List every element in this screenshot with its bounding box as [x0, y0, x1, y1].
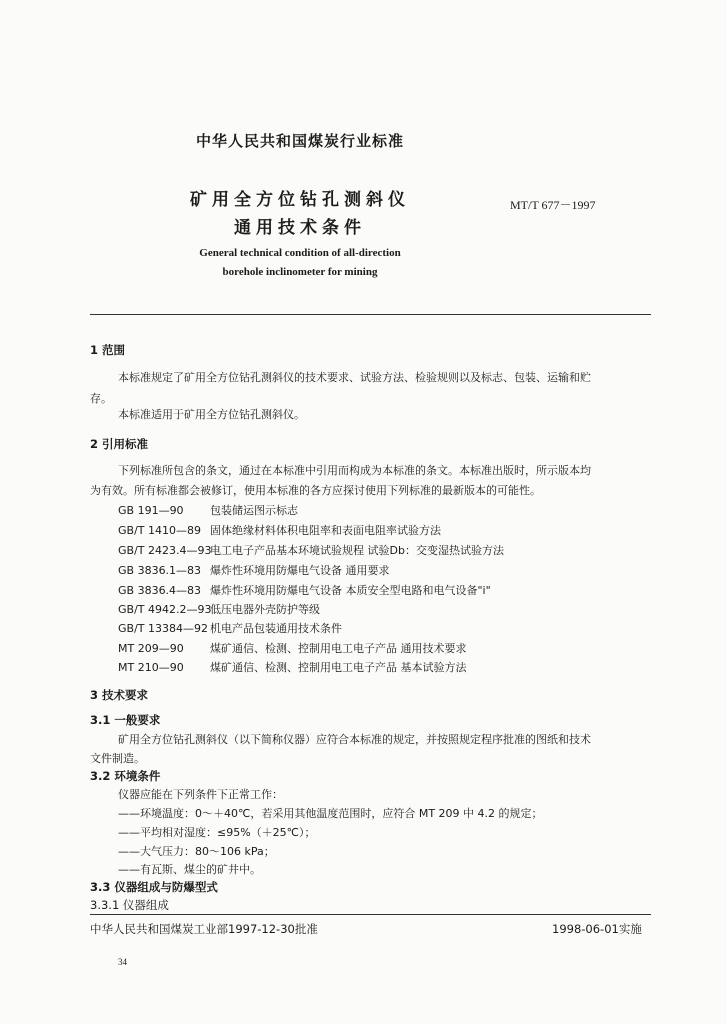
document-title-line2: 通用技术条件	[234, 218, 366, 238]
header-divider	[90, 314, 651, 315]
reference-item	[118, 502, 298, 518]
reference-item	[118, 522, 441, 538]
reference-title: 煤矿通信、检测、控制用电工电子产品 基本试验方法	[210, 661, 467, 674]
section-2-heading: 2 引用标准	[90, 437, 149, 451]
section-1-para1-line1: 本标准规定了矿用全方位钻孔测斜仪的技术要求、试验方法、检验规则以及标志、包装、运输和贮	[118, 371, 591, 384]
section-1-heading: 1 范围	[90, 343, 126, 357]
reference-code: GB/T 13384—92	[118, 622, 208, 635]
reference-title: 电工电子产品基本环境试验规程 试验Db：交变湿热试验方法	[210, 544, 504, 557]
environment-condition-item: ——大气压力：80～106 kPa；	[118, 845, 275, 858]
document-title-line1: 矿用全方位钻孔测斜仪	[190, 190, 410, 210]
reference-item	[118, 640, 467, 656]
footer-divider	[90, 914, 651, 915]
standard-code: MT/T 677－1997	[510, 198, 596, 212]
environment-condition-item: ——环境温度：0～＋40℃，若采用其他温度范围时，应符合 MT 209 中 4.2 的规定；	[118, 807, 543, 820]
reference-title: 煤矿通信、检测、控制用电工电子产品 通用技术要求	[210, 642, 467, 655]
reference-code: GB/T 2423.4—93	[118, 544, 212, 557]
reference-code: GB 3836.4—83	[118, 584, 202, 597]
section-2-intro-line1: 下列标准所包含的条文，通过在本标准中引用而构成为本标准的条文。本标准出版时，所示版本均	[118, 464, 591, 477]
section-1-para1-line2: 存。	[90, 392, 112, 405]
standard-body-title: 中华人民共和国煤炭行业标准	[195, 132, 404, 150]
english-title-line2: borehole inclinometer for mining	[222, 266, 378, 278]
section-3-1-heading: 3.1 一般要求	[90, 713, 161, 727]
reference-item	[118, 601, 320, 617]
reference-item	[118, 620, 342, 636]
page-number: 34	[118, 957, 127, 967]
reference-code: GB/T 1410—89	[118, 524, 201, 537]
section-3-3-1-heading: 3.3.1 仪器组成	[90, 898, 169, 912]
reference-code: GB 3836.1—83	[118, 564, 202, 577]
reference-item	[118, 659, 467, 675]
section-3-heading: 3 技术要求	[90, 688, 149, 702]
reference-code: MT 210—90	[118, 661, 184, 674]
reference-item	[118, 562, 390, 578]
environment-condition-item: ——有瓦斯、煤尘的矿井中。	[118, 863, 261, 876]
effective-date: 1998-06-01实施	[552, 922, 642, 936]
section-2-intro-line2: 为有效。所有标准都会被修订，使用本标准的各方应探讨使用下列标准的最新版本的可能性。	[90, 484, 541, 497]
reference-code: GB/T 4942.2—93	[118, 603, 212, 616]
environment-condition-item: ——平均相对湿度：≤95%（＋25℃）；	[118, 826, 316, 839]
reference-title: 爆炸性环境用防爆电气设备 本质安全型电路和电气设备"i"	[210, 584, 491, 597]
reference-title: 机电产品包装通用技术条件	[210, 622, 342, 635]
reference-item	[118, 582, 491, 598]
approval-statement: 中华人民共和国煤炭工业部1997-12-30批准	[90, 922, 318, 936]
english-title-line1: General technical condition of all-direction	[199, 247, 401, 259]
section-3-2-heading: 3.2 环境条件	[90, 769, 161, 783]
reference-code: GB 191—90	[118, 504, 184, 517]
section-1-para2: 本标准适用于矿用全方位钻孔测斜仪。	[118, 408, 305, 421]
reference-title: 爆炸性环境用防爆电气设备 通用要求	[210, 564, 390, 577]
reference-code: MT 209—90	[118, 642, 184, 655]
reference-title: 固体绝缘材料体积电阻率和表面电阻率试验方法	[210, 524, 441, 537]
section-3-1-line2: 文件制造。	[90, 752, 145, 765]
section-3-3-heading: 3.3 仪器组成与防爆型式	[90, 880, 218, 894]
reference-item	[118, 542, 504, 558]
section-3-1-line1: 矿用全方位钻孔测斜仪（以下简称仪器）应符合本标准的规定，并按照规定程序批准的图纸和技术	[118, 733, 591, 746]
section-3-2-intro: 仪器应能在下列条件下正常工作：	[118, 788, 283, 801]
reference-title: 包装储运图示标志	[210, 504, 298, 517]
reference-title: 低压电器外壳防护等级	[210, 603, 320, 616]
